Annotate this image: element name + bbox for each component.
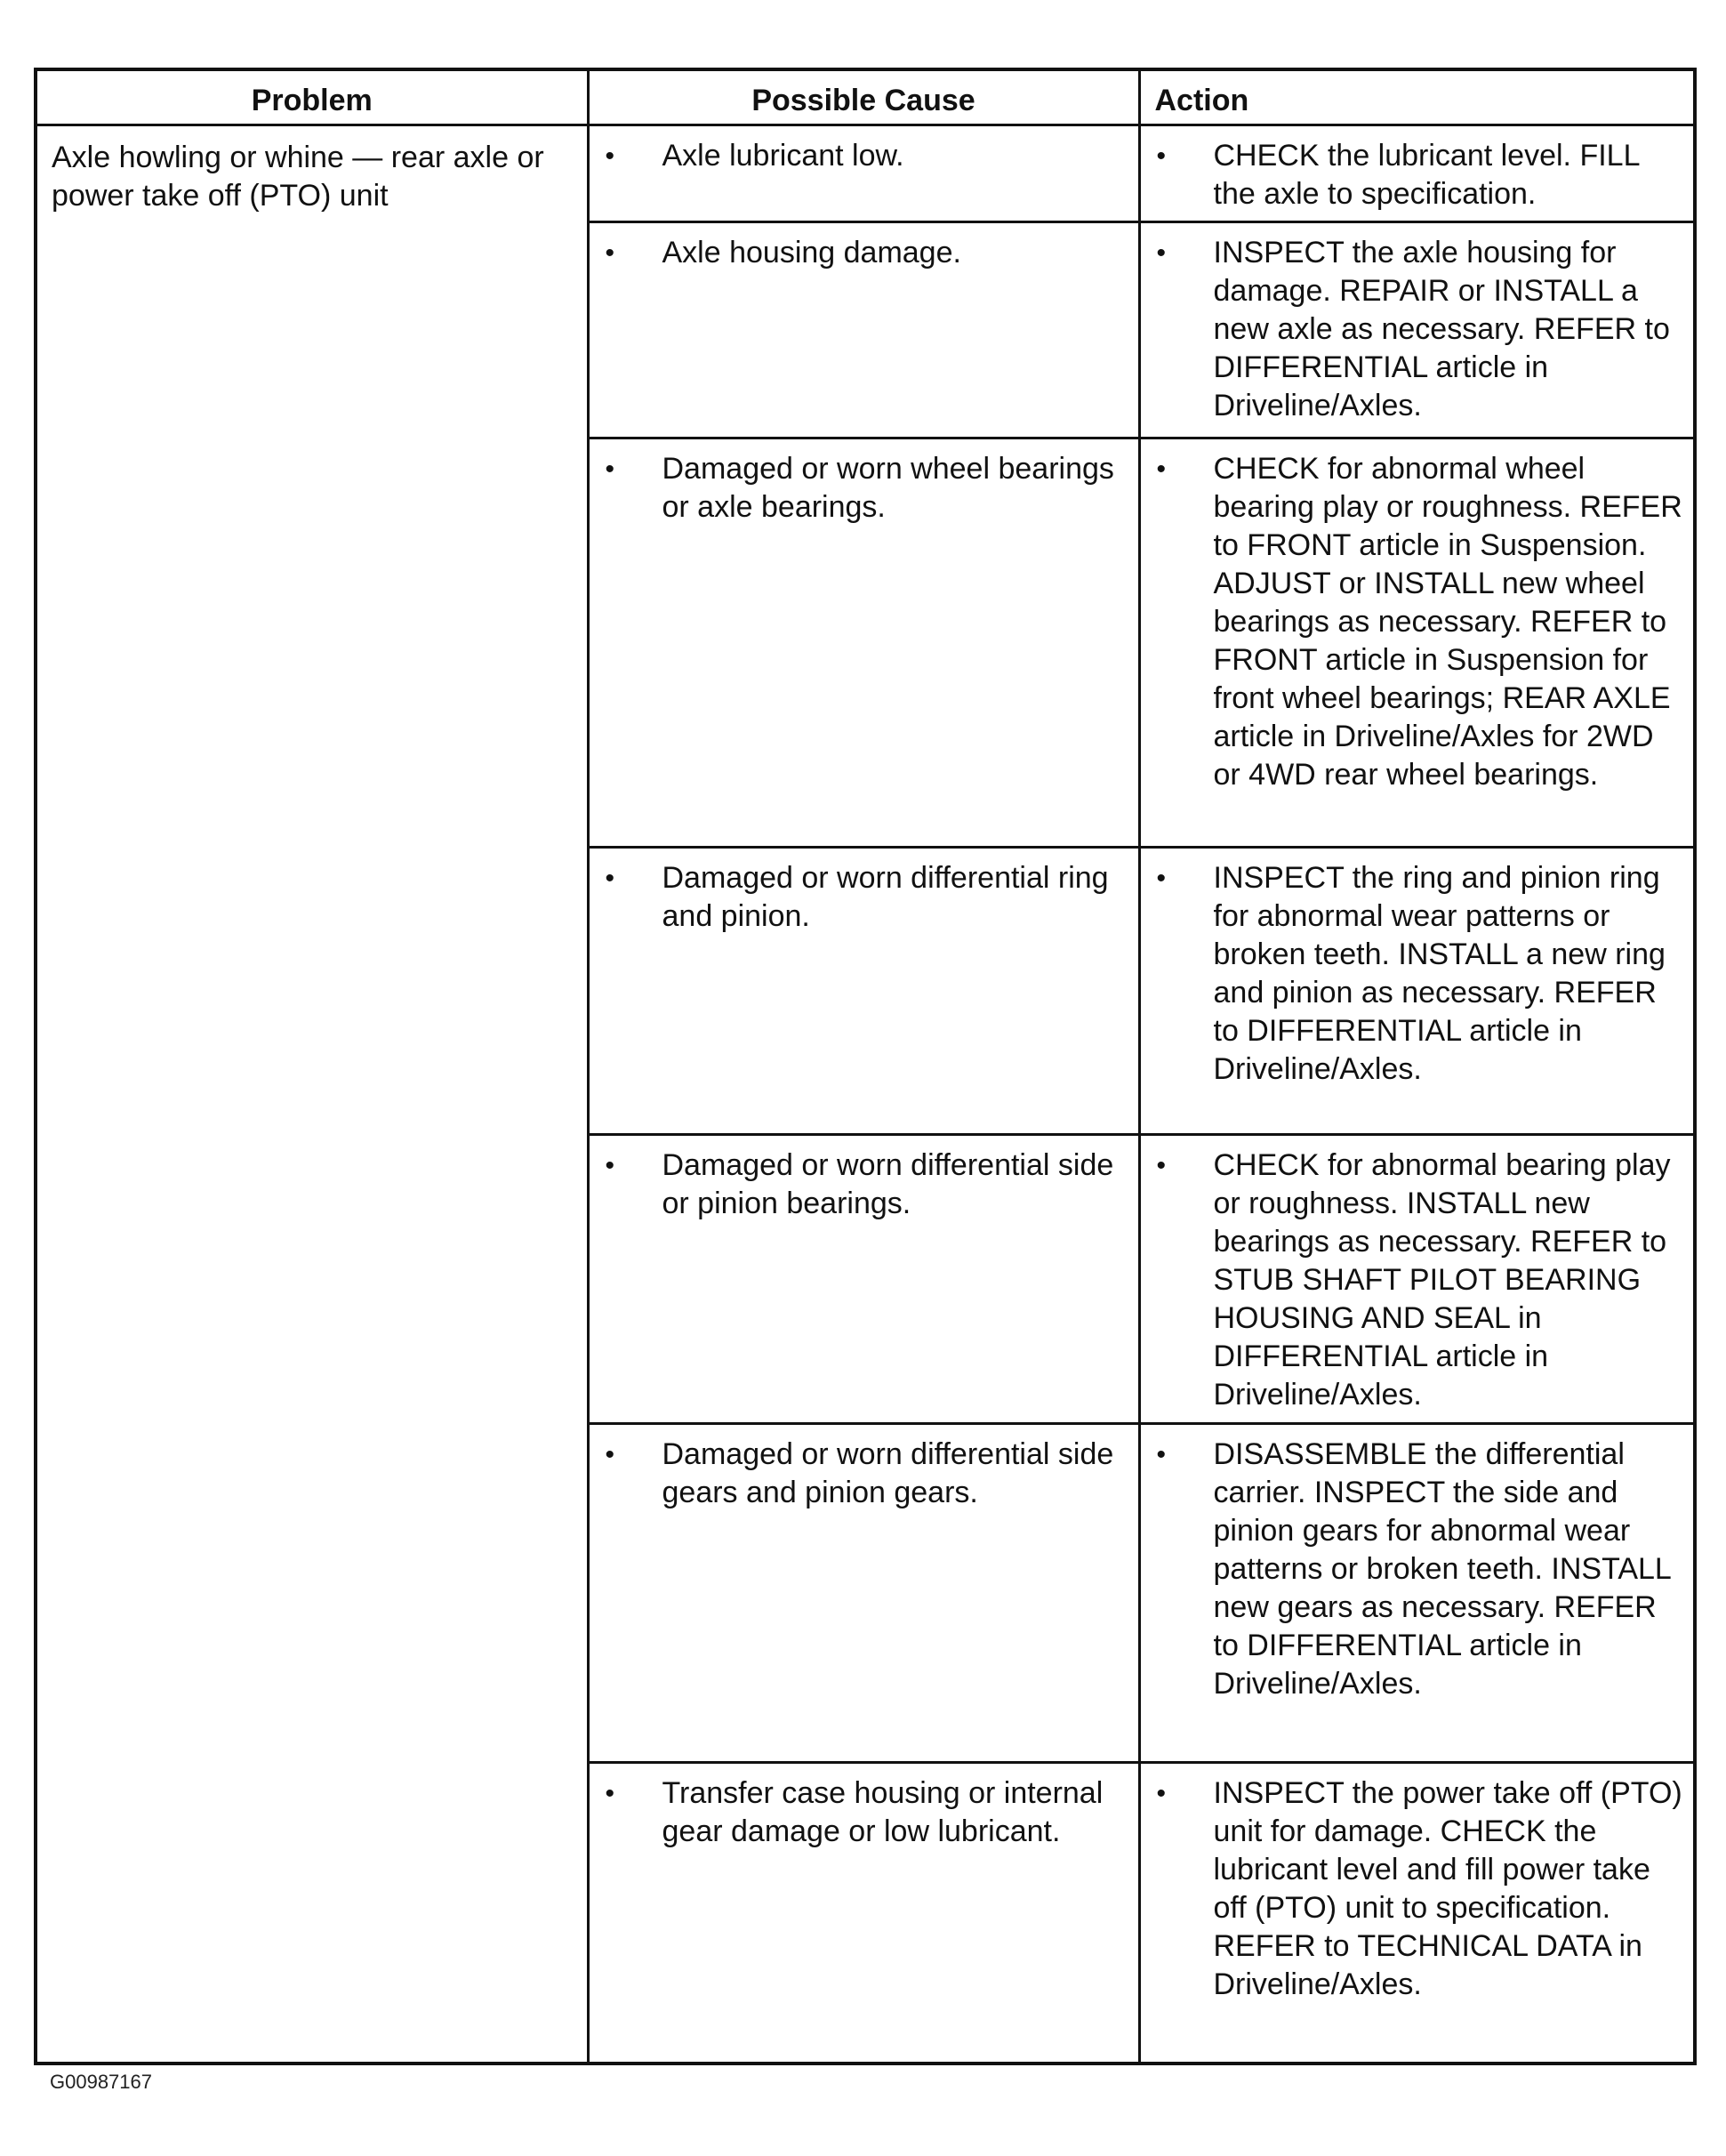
action-cell bbox=[1139, 221, 1695, 438]
action-cell bbox=[1139, 125, 1695, 221]
bullet-icon: • bbox=[605, 1778, 615, 1808]
bullet-icon: • bbox=[1156, 863, 1167, 893]
action-text: DISASSEMBLE the differential carrier. INSPECT the side and pinion gears for abnormal wear patterns or broken teeth. INSTALL new gears as necessary. REFER to DIFFERENTIAL article in Driveline/Axles. bbox=[1213, 1436, 1671, 1701]
action-cell bbox=[1139, 438, 1695, 847]
cause-text: Damaged or worn differential side or pinion bearings. bbox=[662, 1147, 1114, 1220]
bullet-icon: • bbox=[1156, 1439, 1167, 1469]
header-action: Action bbox=[1139, 69, 1695, 125]
cause-text: Damaged or worn differential side gears and pinion gears. bbox=[662, 1436, 1114, 1509]
cause-cell bbox=[588, 1762, 1139, 2063]
bullet-icon: • bbox=[1156, 454, 1167, 484]
action-text: CHECK for abnormal wheel bearing play or roughness. REFER to FRONT article in Suspension. ADJUST or INSTALL new wheel bearings as necessary. REFER to FRONT article in Suspension for front wheel bearings; REAR AXLE article in Driveline/Axles for 2WD or 4WD rear wheel bearings. bbox=[1213, 451, 1682, 792]
bullet-icon: • bbox=[1156, 1150, 1167, 1180]
bullet-icon: • bbox=[605, 237, 615, 268]
figure-code: G00987167 bbox=[50, 2071, 152, 2093]
bullet-icon: • bbox=[605, 141, 615, 171]
cause-text: Axle housing damage. bbox=[662, 235, 961, 270]
bullet-icon: • bbox=[605, 1150, 615, 1180]
problem-cell: Axle howling or whine — rear axle or power take off (PTO) unit bbox=[36, 125, 588, 2063]
action-text: INSPECT the power take off (PTO) unit for damage. CHECK the lubricant level and fill power take off (PTO) unit to specification. REFER to TECHNICAL DATA in Driveline/Axles. bbox=[1213, 1775, 1682, 2001]
bullet-icon: • bbox=[1156, 141, 1167, 171]
header-problem: Problem bbox=[36, 69, 588, 125]
diagnostic-table bbox=[34, 68, 1697, 2065]
cause-cell bbox=[588, 847, 1139, 1134]
action-text: INSPECT the ring and pinion ring for abnormal wear patterns or broken teeth. INSTALL a new ring and pinion as necessary. REFER to DIFFERENTIAL article in Driveline/Axles. bbox=[1213, 860, 1666, 1086]
cause-text: Transfer case housing or internal gear damage or low lubricant. bbox=[662, 1775, 1104, 1848]
action-cell bbox=[1139, 1134, 1695, 1423]
bullet-icon: • bbox=[1156, 237, 1167, 268]
action-cell bbox=[1139, 847, 1695, 1134]
cause-cell bbox=[588, 1423, 1139, 1762]
table-row bbox=[36, 125, 1695, 221]
action-text: INSPECT the axle housing for damage. REPAIR or INSTALL a new axle as necessary. REFER to DIFFERENTIAL article in Driveline/Axles. bbox=[1213, 235, 1670, 422]
cause-text: Damaged or worn wheel bearings or axle bearings. bbox=[662, 451, 1114, 524]
bullet-icon: • bbox=[1156, 1778, 1167, 1808]
action-text: CHECK for abnormal bearing play or roughness. INSTALL new bearings as necessary. REFER to STUB SHAFT PILOT BEARING HOUSING AND SEAL in DIFFERENTIAL article in Driveline/Axles. bbox=[1213, 1147, 1671, 1412]
cause-cell bbox=[588, 221, 1139, 438]
action-text: CHECK the lubricant level. FILL the axle to specification. bbox=[1213, 138, 1640, 211]
bullet-icon: • bbox=[605, 454, 615, 484]
action-cell bbox=[1139, 1762, 1695, 2063]
cause-cell bbox=[588, 438, 1139, 847]
cause-cell bbox=[588, 1134, 1139, 1423]
action-cell bbox=[1139, 1423, 1695, 1762]
cause-text: Axle lubricant low. bbox=[662, 138, 904, 173]
cause-text: Damaged or worn differential ring and pinion. bbox=[662, 860, 1109, 933]
bullet-icon: • bbox=[605, 1439, 615, 1469]
cause-cell bbox=[588, 125, 1139, 221]
bullet-icon: • bbox=[605, 863, 615, 893]
header-row bbox=[36, 69, 1695, 125]
header-possible-cause: Possible Cause bbox=[588, 69, 1139, 125]
diagnostic-table-container bbox=[34, 68, 1693, 2065]
